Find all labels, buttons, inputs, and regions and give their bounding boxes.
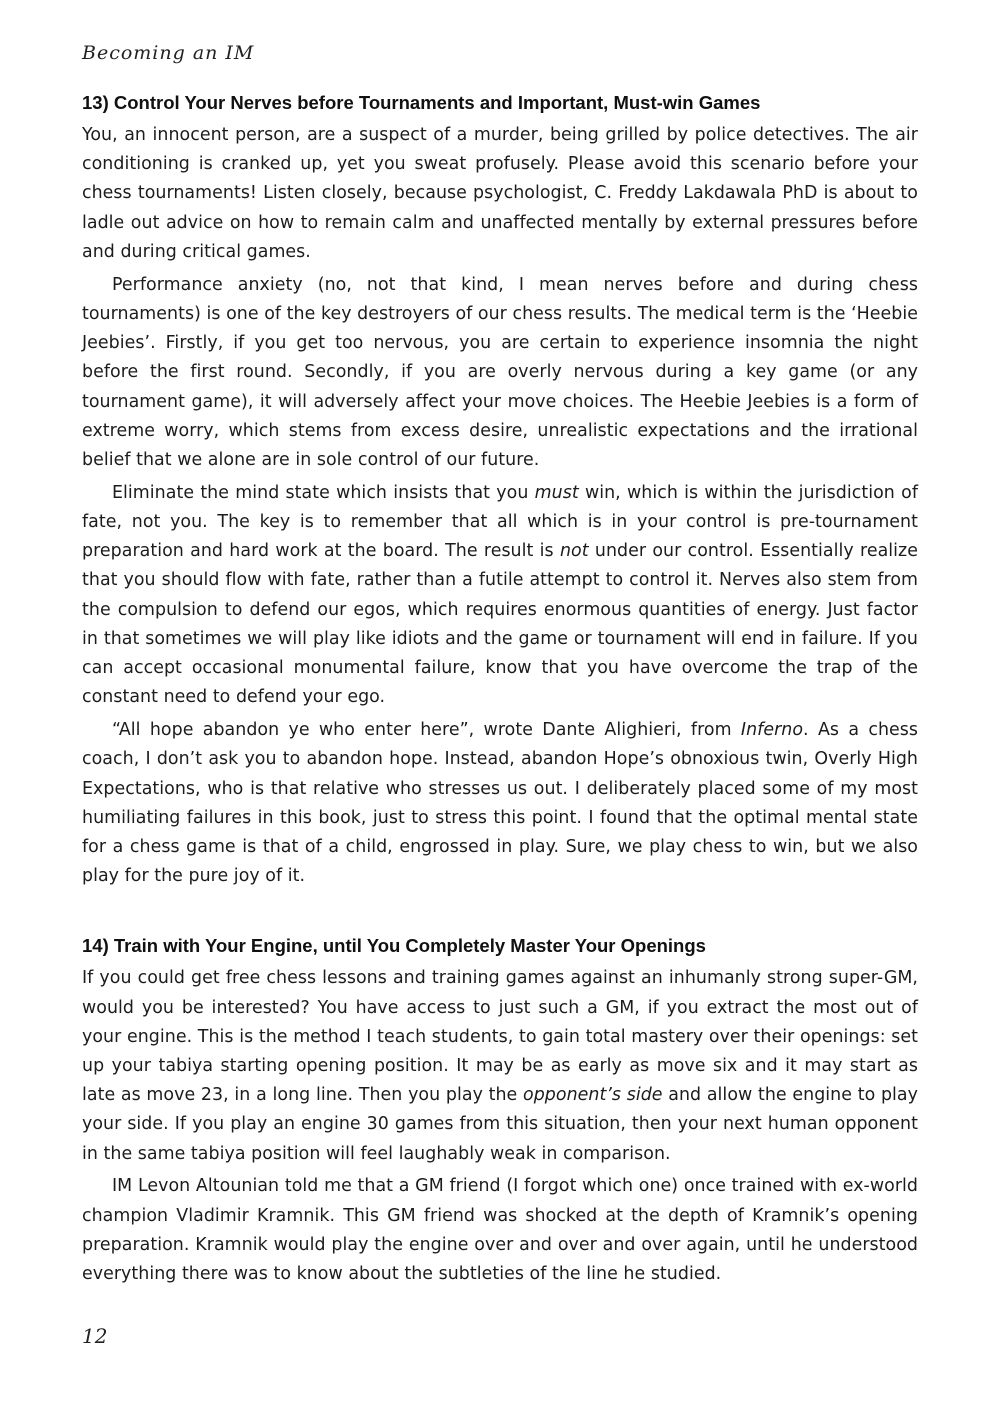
emphasis: Inferno xyxy=(740,720,804,741)
section-heading: 13) Control Your Nerves before Tournaments and Important, Must-win Games xyxy=(82,92,761,113)
text-run: . As a chess coach, I don’t ask you to abandon hope. Instead, abandon Hope’s obnoxious twin, Overly High Expectations, who is that relative who stresses us out. I deliberately placed some of my most humiliating failures in this book, just to stress this point. I found that the optimal mental state for a chess game is that of a child, engrossed in play. Sure, we play chess to win, but we also play for the pure joy of it. xyxy=(82,720,918,887)
running-header: Becoming an IM xyxy=(82,42,255,64)
text-run: If you could get free chess lessons and training games against an inhumanly strong super-GM, would you be interested? You have access to just such a GM, if you extract the most out of your engine. This is the method I teach students, to gain total mastery over their openings: set up your tabiya starting opening position. It may be as early as move six and it may start as late as move 23, in a long line. Then you play the xyxy=(82,968,918,1106)
paragraph xyxy=(82,964,918,1168)
section-13 xyxy=(82,92,918,891)
paragraph: Performance anxiety (no, not that kind, I mean nerves before and during chess tournaments) is one of the key destroyers of our chess results. The medical term is the ‘Heebie Jeebies’. Firstly, if you get too nervous, you are certain to experience insomnia the night before the first round. Secondly, if you are overly nervous during a key game (or any tournament game), it will adversely affect your move choices. The Heebie Jeebies is a form of extreme worry, which stems from excess desire, unrealistic expectations and the irrational belief that we alone are in sole control of our future. xyxy=(82,274,918,470)
emphasis: not xyxy=(559,541,589,562)
paragraph xyxy=(82,716,918,891)
text-run: Eliminate the mind state which insists that you xyxy=(112,482,535,503)
section-14 xyxy=(82,935,918,1289)
text-run: win, which is within the jurisdiction of fate, not you. The key is to remember that all which is in your control is pre-tournament preparation and hard work at the board. The result is xyxy=(82,482,918,562)
text-run: and allow the engine to play your side. If you play an engine 30 games from this situation, then your next human opponent in the same tabiya position will feel laughably weak in comparison. xyxy=(82,1085,918,1164)
text-run: under our control. Essentially realize that you should flow with fate, rather than a futile attempt to control it. Nerves also stem from the compulsion to defend our egos, which requires enormous quantities of energy. Just factor in that sometimes we will play like idiots and the game or tournament will end in failure. If you can accept occasional monumental failure, know that you have overcome the trap of the constant need to defend your ego. xyxy=(82,541,918,708)
paragraph: IM Levon Altounian told me that a GM friend (I forgot which one) once trained with ex-world champion Vladimir Kramnik. This GM friend was shocked at the depth of Kramnik’s opening preparation. Kramnik would play the engine over and over and over again, until he understood everything there was to know about the subtleties of the line he studied. xyxy=(82,1176,918,1285)
page-number: 12 xyxy=(82,1324,108,1348)
emphasis: must xyxy=(534,482,579,503)
page-body xyxy=(82,92,918,1289)
paragraph xyxy=(82,479,918,713)
emphasis: opponent’s side xyxy=(523,1085,663,1106)
paragraph: You, an innocent person, are a suspect of a murder, being grilled by police detectives. The air conditioning is cranked up, yet you sweat profusely. Please avoid this scenario before your chess tournaments! Listen closely, because psychologist, C. Freddy Lakdawala PhD is about to ladle out advice on how to remain calm and unaffected mentally by external pressures before and during critical games. xyxy=(82,125,918,262)
text-run: “All hope abandon ye who enter here”, wrote Dante Alighieri, from xyxy=(112,720,741,741)
section-heading: 14) Train with Your Engine, until You Completely Master Your Openings xyxy=(82,935,706,957)
